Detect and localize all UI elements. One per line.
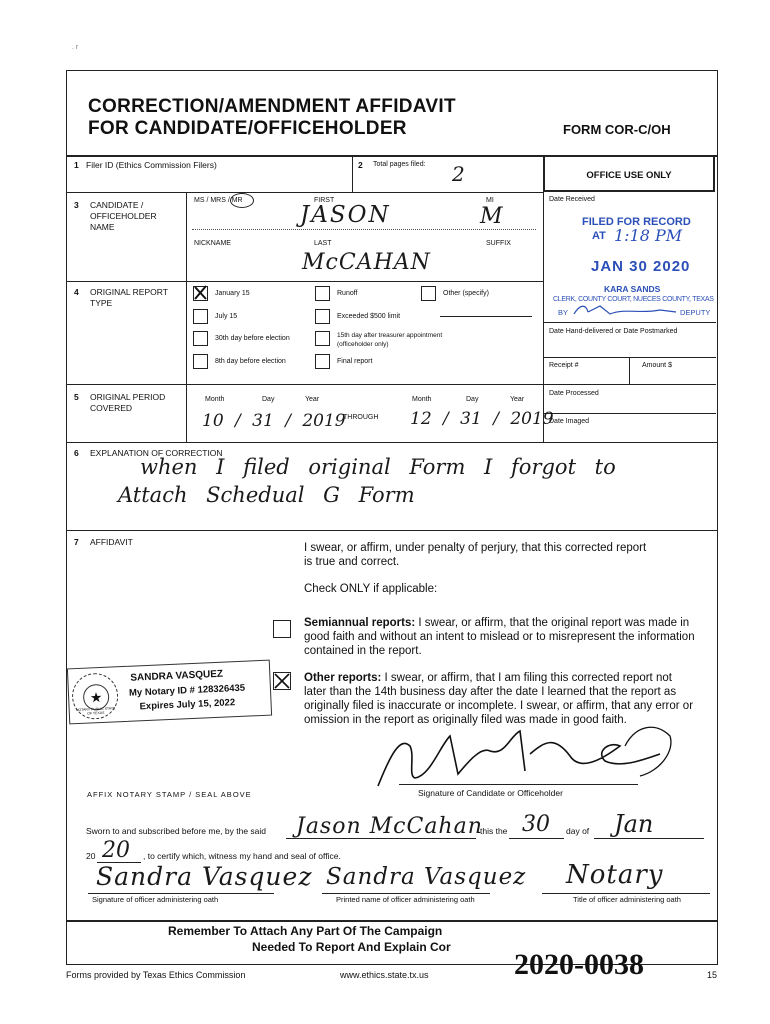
mr-circle <box>230 193 254 208</box>
section4-number: 4 <box>74 287 79 297</box>
receipt-label: Receipt # <box>549 362 579 369</box>
other-reports-title: Other reports: <box>304 672 382 684</box>
semiannual-paragraph <box>304 616 696 658</box>
officer-title-value: Notary <box>566 860 664 890</box>
title-line <box>542 893 710 894</box>
filed-stamp-at: AT <box>592 230 606 242</box>
page-marks: . r <box>72 44 79 51</box>
other-reports-text: I swear, or affirm, that I am filing this corrected report not later than the 14th business day after the date I learned that the report as originally filed is inaccurate or incomplete. I swear, or affirm, that any error or omission in the report as originally filed was made in good faith. <box>304 672 694 726</box>
check-only-text: Check ONLY if applicable: <box>304 583 438 595</box>
total-pages-value: 2 <box>452 162 465 186</box>
last-label: LAST <box>314 240 332 247</box>
first-label: FIRST <box>314 197 335 204</box>
ms-mrs-mr-label: MS / MRS / MR <box>194 197 243 204</box>
day-of-text: day of <box>566 826 590 836</box>
form-title-line1: CORRECTION/AMENDMENT AFFIDAVIT <box>88 96 456 117</box>
mi-value: M <box>480 204 503 229</box>
section5-label: ORIGINAL PERIOD COVERED <box>90 392 166 413</box>
section7-label: AFFIDAVIT <box>90 537 133 547</box>
from-day-label: Day <box>262 396 275 403</box>
rule <box>543 384 716 385</box>
rule <box>629 357 630 385</box>
amount-label: Amount $ <box>642 362 672 369</box>
filed-stamp-time: 1:18 PM <box>614 226 683 245</box>
checkbox-other-reports[interactable] <box>273 672 291 690</box>
officer-title-label: Title of officer administering oath <box>573 895 681 904</box>
dotted-rule <box>192 229 536 230</box>
signature-line <box>399 784 638 785</box>
document-number: 2020-0038 <box>514 948 644 981</box>
other-specify-line <box>440 316 532 317</box>
printed-name-label: Printed name of officer administering oath <box>336 895 475 904</box>
rule <box>543 413 716 414</box>
section1-number: 1 <box>74 160 79 170</box>
printed-name-line <box>322 893 490 894</box>
nickname-label: NICKNAME <box>194 240 231 247</box>
rule <box>66 920 718 922</box>
checkbox-8th-day[interactable] <box>193 354 208 369</box>
officer-signature-label: Signature of officer administering oath <box>92 895 219 904</box>
checkbox-15th-day-treasurer[interactable] <box>315 331 330 346</box>
rule <box>352 155 353 192</box>
checkbox-30th-day[interactable] <box>193 331 208 346</box>
checkbox-exceeded-500[interactable] <box>315 309 330 324</box>
day-value: 30 <box>522 812 550 837</box>
check-mark-icon <box>193 285 208 300</box>
semiannual-title: Semiannual reports: <box>304 617 416 629</box>
option-label: July 15 <box>215 313 238 320</box>
stamp-name: SANDRA VASQUEZ <box>130 668 224 684</box>
option-label: Exceeded $500 limit <box>337 313 401 320</box>
filed-stamp-line1: FILED FOR RECORD <box>582 216 691 228</box>
to-year-label: Year <box>510 396 525 403</box>
explanation-line2: Attach Schedual G Form <box>118 483 415 507</box>
rule <box>66 442 718 443</box>
period-to-value: 12 / 31 / 2019 <box>410 409 554 429</box>
certify-text: , to certify which, witness my hand and seal of office. <box>143 851 341 861</box>
officer-signature-value: Sandra Vasquez <box>96 862 313 891</box>
month-value: Jan <box>614 810 654 838</box>
to-month-label: Month <box>412 396 432 403</box>
reminder-line1: Remember To Attach Any Part Of The Campaign <box>168 924 443 938</box>
section5-number: 5 <box>74 392 79 402</box>
section6-label: EXPLANATION OF CORRECTION <box>90 448 223 458</box>
checkbox-other[interactable] <box>421 286 436 301</box>
checkbox-january-15[interactable] <box>193 286 208 301</box>
candidate-signature-label: Signature of Candidate or Officeholder <box>418 788 563 798</box>
section3-number: 3 <box>74 200 79 210</box>
sworn-text: Sworn to and subscribed before me, by the said <box>86 826 267 836</box>
month-line <box>594 838 704 839</box>
footer-left: Forms provided by Texas Ethics Commission <box>66 970 246 980</box>
reminder-line2: Needed To Report And Explain Cor <box>252 940 451 954</box>
rule <box>66 530 718 531</box>
clerk-by: BY <box>558 308 569 317</box>
option-label: January 15 <box>215 290 250 297</box>
rule <box>66 384 543 385</box>
option-label: 15th day after treasurer appointment (officeholder only) <box>337 332 443 348</box>
first-name-value: JASON <box>300 202 391 228</box>
footer-url: www.ethics.state.tx.us <box>340 970 429 980</box>
checkbox-final-report[interactable] <box>315 354 330 369</box>
rule <box>66 281 543 282</box>
option-label: 8th day before election <box>215 358 286 365</box>
from-month-label: Month <box>205 396 225 403</box>
this-the-text: this the <box>480 826 508 836</box>
notary-stamp <box>67 660 272 725</box>
form-title-line2: FOR CANDIDATE/OFFICEHOLDER <box>88 118 407 139</box>
year-value: 20 <box>102 838 130 863</box>
office-use-header: OFFICE USE ONLY <box>586 170 672 181</box>
explanation-line1: when I filed original Form I forgot to <box>140 455 616 479</box>
check-mark-icon <box>273 672 291 690</box>
filed-stamp-date: JAN 30 2020 <box>591 258 691 275</box>
date-processed-label: Date Processed <box>549 390 599 397</box>
section6-number: 6 <box>74 448 79 458</box>
form-code: FORM COR-C/OH <box>563 122 671 137</box>
year-prefix: 20 <box>86 851 96 861</box>
clerk-deputy: DEPUTY <box>680 308 711 317</box>
sworn-name-value: Jason McCahan <box>296 814 483 839</box>
section3-label: CANDIDATE / OFFICEHOLDER NAME <box>90 200 157 232</box>
printed-name-value: Sandra Vasquez <box>326 864 527 890</box>
option-label: Other (specify) <box>443 290 489 297</box>
from-year-label: Year <box>305 396 320 403</box>
notary-stamp-label: AFFIX NOTARY STAMP / SEAL ABOVE <box>87 790 252 799</box>
semiannual-text: I swear, or affirm, that the original report was made in good faith and without an intent to mislead or to misrepresent the information contained in the report. <box>304 617 695 657</box>
clerk-title: CLERK, COUNTY COURT, NUECES COUNTY, TEXAS <box>553 296 714 303</box>
last-name-value: McCAHAN <box>302 250 431 275</box>
notary-seal-text: NOTARY PUBLIC STATE OF TEXAS <box>75 706 116 716</box>
checkbox-semiannual[interactable] <box>273 620 291 638</box>
clerk-name: KARA SANDS <box>604 284 661 294</box>
rule <box>543 322 716 323</box>
to-day-label: Day <box>466 396 479 403</box>
page-number: 15 <box>707 970 718 980</box>
section2-number: 2 <box>358 160 363 170</box>
stamp-expiration: Expires July 15, 2022 <box>139 697 236 713</box>
star-icon: ★ <box>83 684 110 711</box>
date-received-label: Date Received <box>549 196 595 203</box>
through-label: THROUGH <box>343 414 379 421</box>
clerk-signature <box>570 302 680 318</box>
rule <box>186 192 187 442</box>
date-imaged-label: Date Imaged <box>549 418 590 425</box>
swear-text: I swear, or affirm, under penalty of perjury, that this corrected report is true and correct. <box>304 542 647 568</box>
stamp-id: My Notary ID # 128326435 <box>128 682 246 699</box>
section1-label: Filer ID (Ethics Commission Filers) <box>86 160 217 170</box>
option-label: Runoff <box>337 290 358 297</box>
suffix-label: SUFFIX <box>486 240 511 247</box>
option-label: 30th day before election <box>215 335 290 342</box>
option-label: Final report <box>337 358 373 365</box>
section2-label: Total pages filed: <box>373 161 426 168</box>
notary-seal <box>71 672 119 720</box>
day-line <box>509 838 564 839</box>
mi-label: MI <box>486 197 494 204</box>
officer-signature-line <box>88 893 274 894</box>
checkbox-july-15[interactable] <box>193 309 208 324</box>
checkbox-runoff[interactable] <box>315 286 330 301</box>
rule <box>66 192 543 193</box>
section4-label: ORIGINAL REPORT TYPE <box>90 287 168 308</box>
section7-number: 7 <box>74 537 79 547</box>
date-hand-label: Date Hand-delivered or Date Postmarked <box>549 328 678 335</box>
period-from-value: 10 / 31 / 2019 <box>202 411 346 431</box>
